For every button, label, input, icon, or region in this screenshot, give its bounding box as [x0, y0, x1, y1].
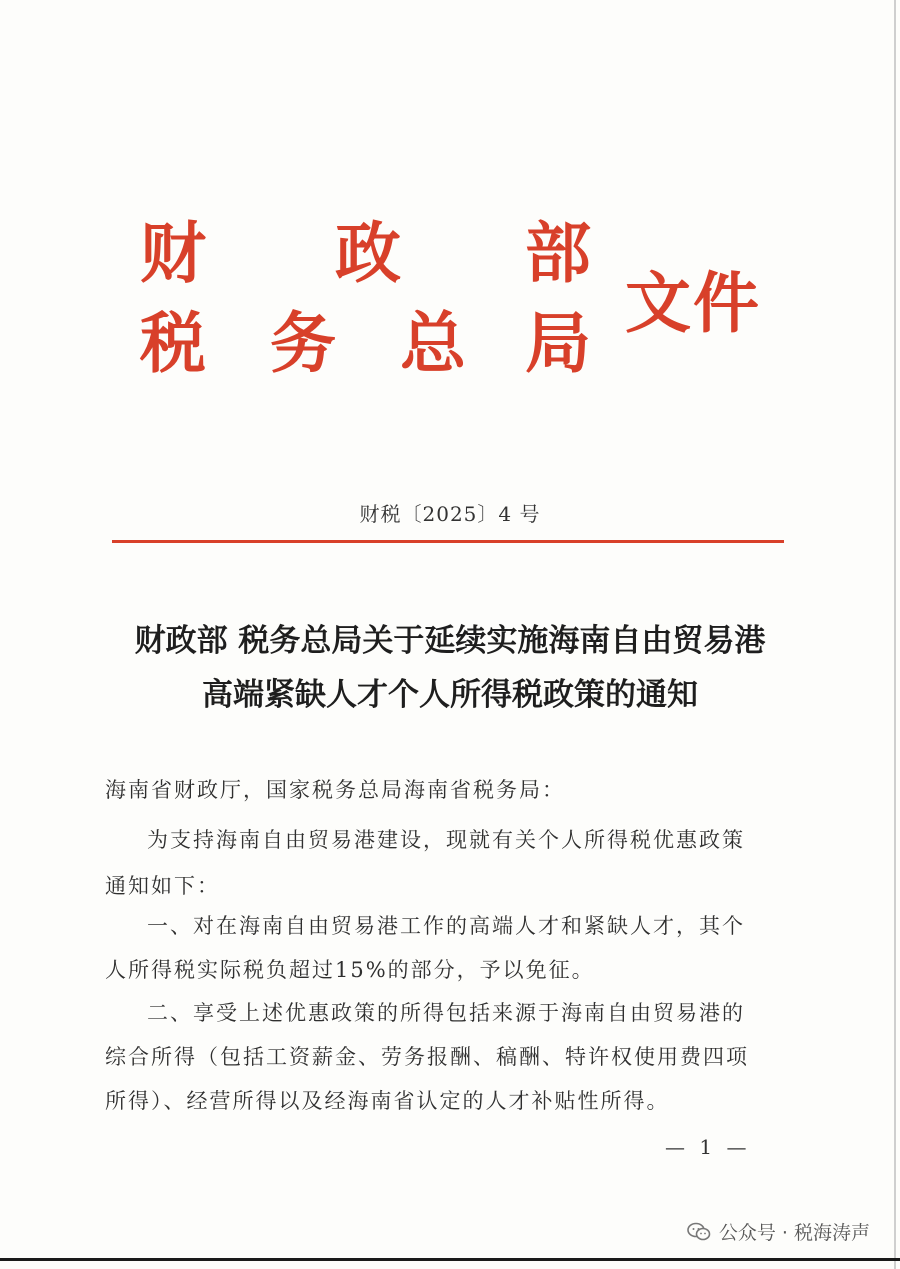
org-char: 部 [525, 214, 591, 292]
org-char: 政 [335, 214, 401, 292]
recipient-line: 海南省财政厅，国家税务总局海南省税务局： [105, 778, 565, 802]
document-title-line1: 财政部 税务总局关于延续实施海南自由贸易港 [134, 623, 766, 659]
page-edge-bottom [0, 1258, 900, 1261]
document-number: 财税〔2025〕4 号 [359, 502, 541, 526]
item1-line2: 人所得税实际税负超过15%的部分，予以免征。 [105, 958, 595, 982]
org-char: 总 [400, 304, 466, 382]
org-char: 局 [525, 304, 591, 382]
org-char: 务 [270, 304, 336, 382]
page-number: — 1 — [665, 1135, 751, 1159]
item2-line3: 所得）、经营所得以及经海南省认定的人才补贴性所得。 [105, 1089, 670, 1113]
org-char: 税 [140, 304, 206, 382]
item2-line1: 二、享受上述优惠政策的所得包括来源于海南自由贸易港的 [147, 1001, 745, 1025]
watermark-text: 公众号 · 税海涛声 [718, 1222, 870, 1244]
document-title-line2: 高端紧缺人才个人所得税政策的通知 [202, 677, 698, 713]
intro-line2: 通知如下： [105, 874, 220, 898]
item2-line2: 综合所得（包括工资薪金、劳务报酬、稿酬、特许权使用费四项 [105, 1045, 749, 1069]
document-type-label: 文件 [625, 264, 761, 342]
watermark-footer [687, 1218, 870, 1245]
org-char: 财 [140, 214, 206, 292]
wechat-icon [687, 1222, 711, 1242]
intro-line1: 为支持海南自由贸易港建设，现就有关个人所得税优惠政策 [147, 828, 745, 852]
item1-line1: 一、对在海南自由贸易港工作的高端人才和紧缺人才，其个 [147, 914, 745, 938]
page-edge-right [894, 0, 896, 1269]
red-divider-line [112, 540, 784, 543]
